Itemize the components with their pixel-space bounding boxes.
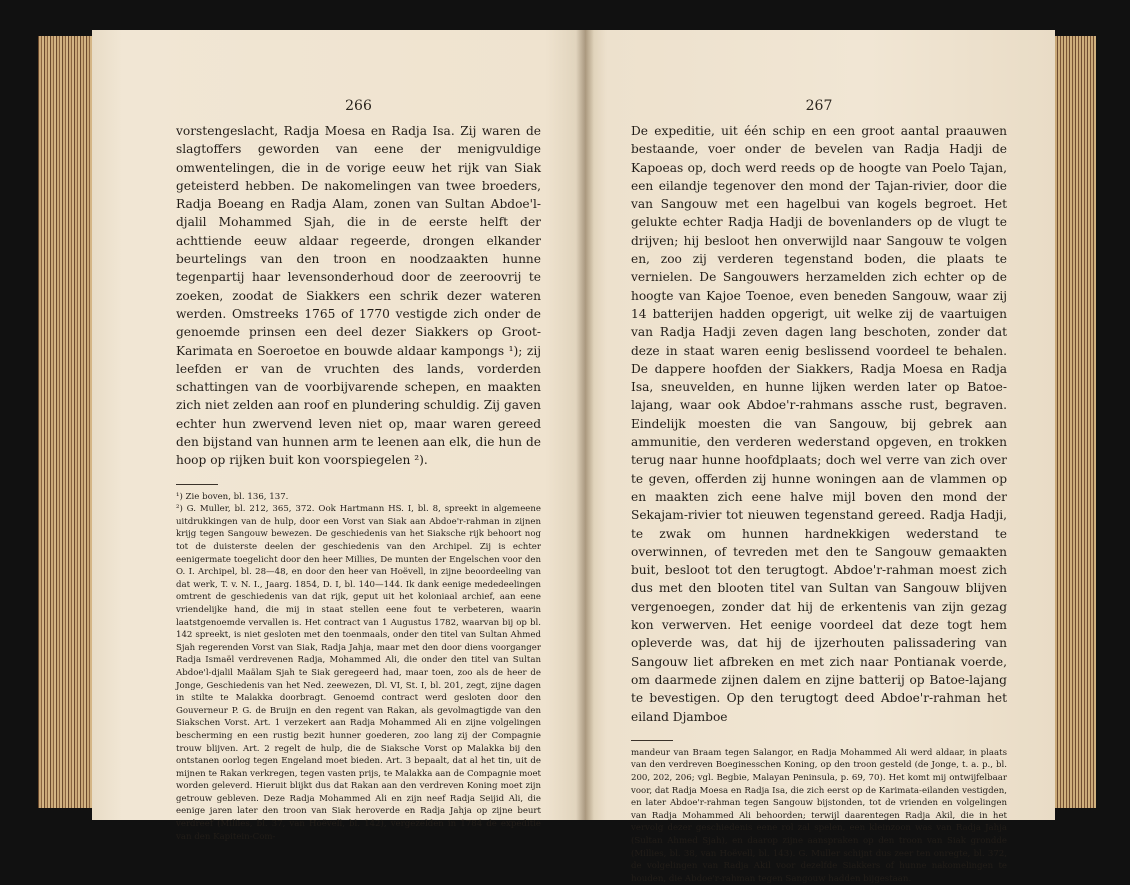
- right-body-text: [631, 122, 1007, 726]
- page-number-left: 266: [345, 98, 372, 114]
- page-number-right: 267: [805, 98, 833, 114]
- right-page: [585, 30, 1055, 884]
- left-body-text: [176, 122, 541, 470]
- footnote-continued: mandeur van Braam tegen Salangor, en Radja Mohammed Ali werd aldaar, in plaats van den verdreven Boeginesschen Koning, op den troon gesteld (de Jonge, t. a. p., bl. 200, 202, 206; vgl. Begbie, Malayan Peninsula, p. 69, 70). Het komt mij ontwijfelbaar voor, dat Radja Moesa en Radja Isa, die zich eerst op de Karimata-eilanden vestigden, en later Abdoe'r-rahman tegen Sangouw bijstonden, tot de vrienden en volgelingen van Radja Mohammed Ali behoorden; terwijl daarentegen Radja Akil, die in het vervolg dezer geschiedenis eene rol zal spelen, een kleinzoon was van Radja Jahja (Sultan Ahmed Sjah), en daarop zijne aanspraken op den troon van Siak grondde (Millies, bl. 38, van Hoëvell, bl. 143). G. Muller schijnt dus zeer ten onregte, bl. 372, de volgelingen van Radja Akil voor dezelfde Siakkers of hunne nakomelingen te houden, die Abdoe'r-rahman tegen Sangouw hadden bijgestaan.: [631, 747, 1007, 884]
- footnote-2: ²) G. Muller, bl. 212, 365, 372. Ook Hartmann HS. I, bl. 8, spreekt in algemeene uitdrukkingen van de hulp, door een Vorst van Siak aan Abdoe'r-rahman in zijnen krijg tegen Sangouw bewezen. De geschiedenis van het Siaksche rijk behoort nog tot de duisterste deelen der geschiedenis van den Archipel. Zij is echter eenigermate toegelicht door den heer Millies, De munten der Engelschen voor den O. I. Archipel, bl. 28—48, en door den heer van Hoëvell, in zijne beoordeeling van dat werk, T. v. N. I., Jaarg. 1854, D. I, bl. 140—144. Ik dank eenige mededeelingen omtrent de geschiedenis van dat rijk, geput uit het koloniaal archief, aan eene vriendelijke hand, die mij in staat stellen eene fout te verbeteren, waarin laatstgenoemde vervallen is. Het contract van 1 Augustus 1782, waarvan bij op bl. 142 spreekt, is niet gesloten met den toenmaals, onder den titel van Sultan Ahmed Sjah regerenden Vorst van Siak, Radja Jahja, maar met den door diens voorganger Radja Ismaël verdrevenen Radja, Mohammed Ali, die onder den titel van Sultan Abdoe'l-djalil Maälam Sjah te Siak geregeerd had, maar toen, zoo als de heer de Jonge, Geschiedenis van het Ned. zeewezen, Dl. VI, St. I, bl. 201, zegt, zijne dagen in stilte te Malakka doorbragt. Genoemd contract werd gesloten door den Gouverneur P. G. de Bruijn en den regent van Rakan, als gevolmagtigde van den Siakschen Vorst. Art. 1 verzekert aan Radja Mohammed Ali en zijne volgelingen bescherming en een rustig bezit hunner goederen, zoo lang zij der Compagnie trouw blijven. Art. 2 regelt de hulp, die de Siaksche Vorst op Malakka bij den ontstanen oorlog tegen Engeland moet bieden. Art. 3 bepaalt, dat al het tin, uit de mijnen te Rakan verkregen, tegen vasten prijs, te Malakka aan de Compagnie moet worden geleverd. Hieruit blijkt dus dat Rakan aan den verdreven Koning moet zijn getrouw gebleven. Deze Radja Mohammed Ali en zijn neef Radja Seijid Ali, die eenige jaren later den troon van Siak heroverde en Radja Jahja op zijne beurt verdreef (Millies, bl. 37, van Hoëvell, bl. 142), vergezelden in 1784 de expeditie van den Kapitein-Com-: [176, 504, 541, 842]
- footnote-rule-left: [176, 484, 218, 485]
- left-paragraph: vorstengeslacht, Radja Moesa en Radja Isa. Zij waren de slagtoffers geworden van eene der menigvuldige omwentelingen, die in de vorige eeuw het rijk van Siak geteisterd hebben. De nakomelingen van twee broeders, Radja Boeang en Radja Alam, zonen van Sultan Abdoe'l-djalil Mohammed Sjah, die in de eerste helft der achttiende eeuw aldaar regeerde, drongen elkander beurtelings van den troon en noodzaakten hunne tegenpartij haar levensonderhoud door de zeeroovrij te zoeken, zoodat de Siakkers een schrik dezer wateren werden. Omstreeks 1765 of 1770 vestigde zich onder de genoemde prinsen een deel dezer Siakkers op Groot-Karimata en Soeroetoe en bouwde aldaar kampongs ¹); zij leefden er van de vruchten des lands, vorderden schattingen van de voorbijvarende schepen, en maakten zich niet zelden aan roof en plundering schuldig. Zij gaven echter hun zwervend leven niet op, maar waren gereed den bijstand van hunnen arm te leenen aan elk, die hun de hoop op rijken buit kon voorspiegelen ²).: [176, 124, 541, 468]
- footnote-1: ¹) Zie boven, bl. 136, 137.: [176, 491, 289, 502]
- right-page-edges: [1052, 36, 1096, 808]
- right-paragraph: De expeditie, uit één schip en een groot aantal praauwen bestaande, voer onder de bevelen van Radja Hadji de Kapoeas op, doch werd reeds op de hoogte van Poelo Tajan, een eilandje tegenover den mond der Tajan-rivier, door die van Sangouw met een hagelbui van kogels begroet. Het gelukte echter Radja Hadji de bovenlanders op de vlugt te drijven; hij besloot hen onverwijld naar Sangouw te volgen en, zoo zij verderen tegenstand boden, die plaats te vernielen. De Sangouwers herzamelden zich echter op de hoogte van Kajoe Toenoe, even beneden Sangouw, waar zij 14 batterijen hadden opgerigt, uit welke zij de vaartuigen van Radja Hadji zeven dagen lang beschoten, zonder dat deze in staat waren eenig beslissend voordeel te behalen. De dappere hoofden der Siakkers, Radja Moesa en Radja Isa, sneuvelden, en hunne lijken werden later op Batoe-lajang, waar ook Abdoe'r-rahmans assche rust, begraven. Eindelijk moesten die van Sangouw, bij gebrek aan ammunitie, den verderen wederstand opgeven, en trokken terug naar hunne hoofdplaats; doch wel verre van zich over te geven, offerden zij hunne woningen aan de vlammen op en maakten zich eene halve mijl boven den mond der Sekajam-rivier tot nieuwen tegenstand gereed. Radja Hadji, te zwak om hunnen hardnekkigen wederstand te overwinnen, of tevreden met den te Sangouw gemaakten buit, besloot tot den terugtogt. Abdoe'r-rahman moest zich dus met den blooten titel van Sultan van Sangouw blijven vergenoegen, zonder dat hij de erkentenis van zijn gezag kon verwerven. Het eenige voordeel dat deze togt hem opleverde was, dat hij de ijzerhouten palissadering van Sangouw liet afbreken en met zich naar Pontianak voerde, om daarmede zijnen dalem en zijne batterij op Batoe-lajang te bevestigen. Op den terugtogt deed Abdoe'r-rahman het eiland Djamboe: [631, 124, 1007, 724]
- open-book: [38, 22, 1096, 884]
- book-gutter: [576, 30, 594, 820]
- left-page-edges: [38, 36, 96, 808]
- footnote-rule-right: [631, 740, 673, 741]
- left-page: [92, 30, 585, 842]
